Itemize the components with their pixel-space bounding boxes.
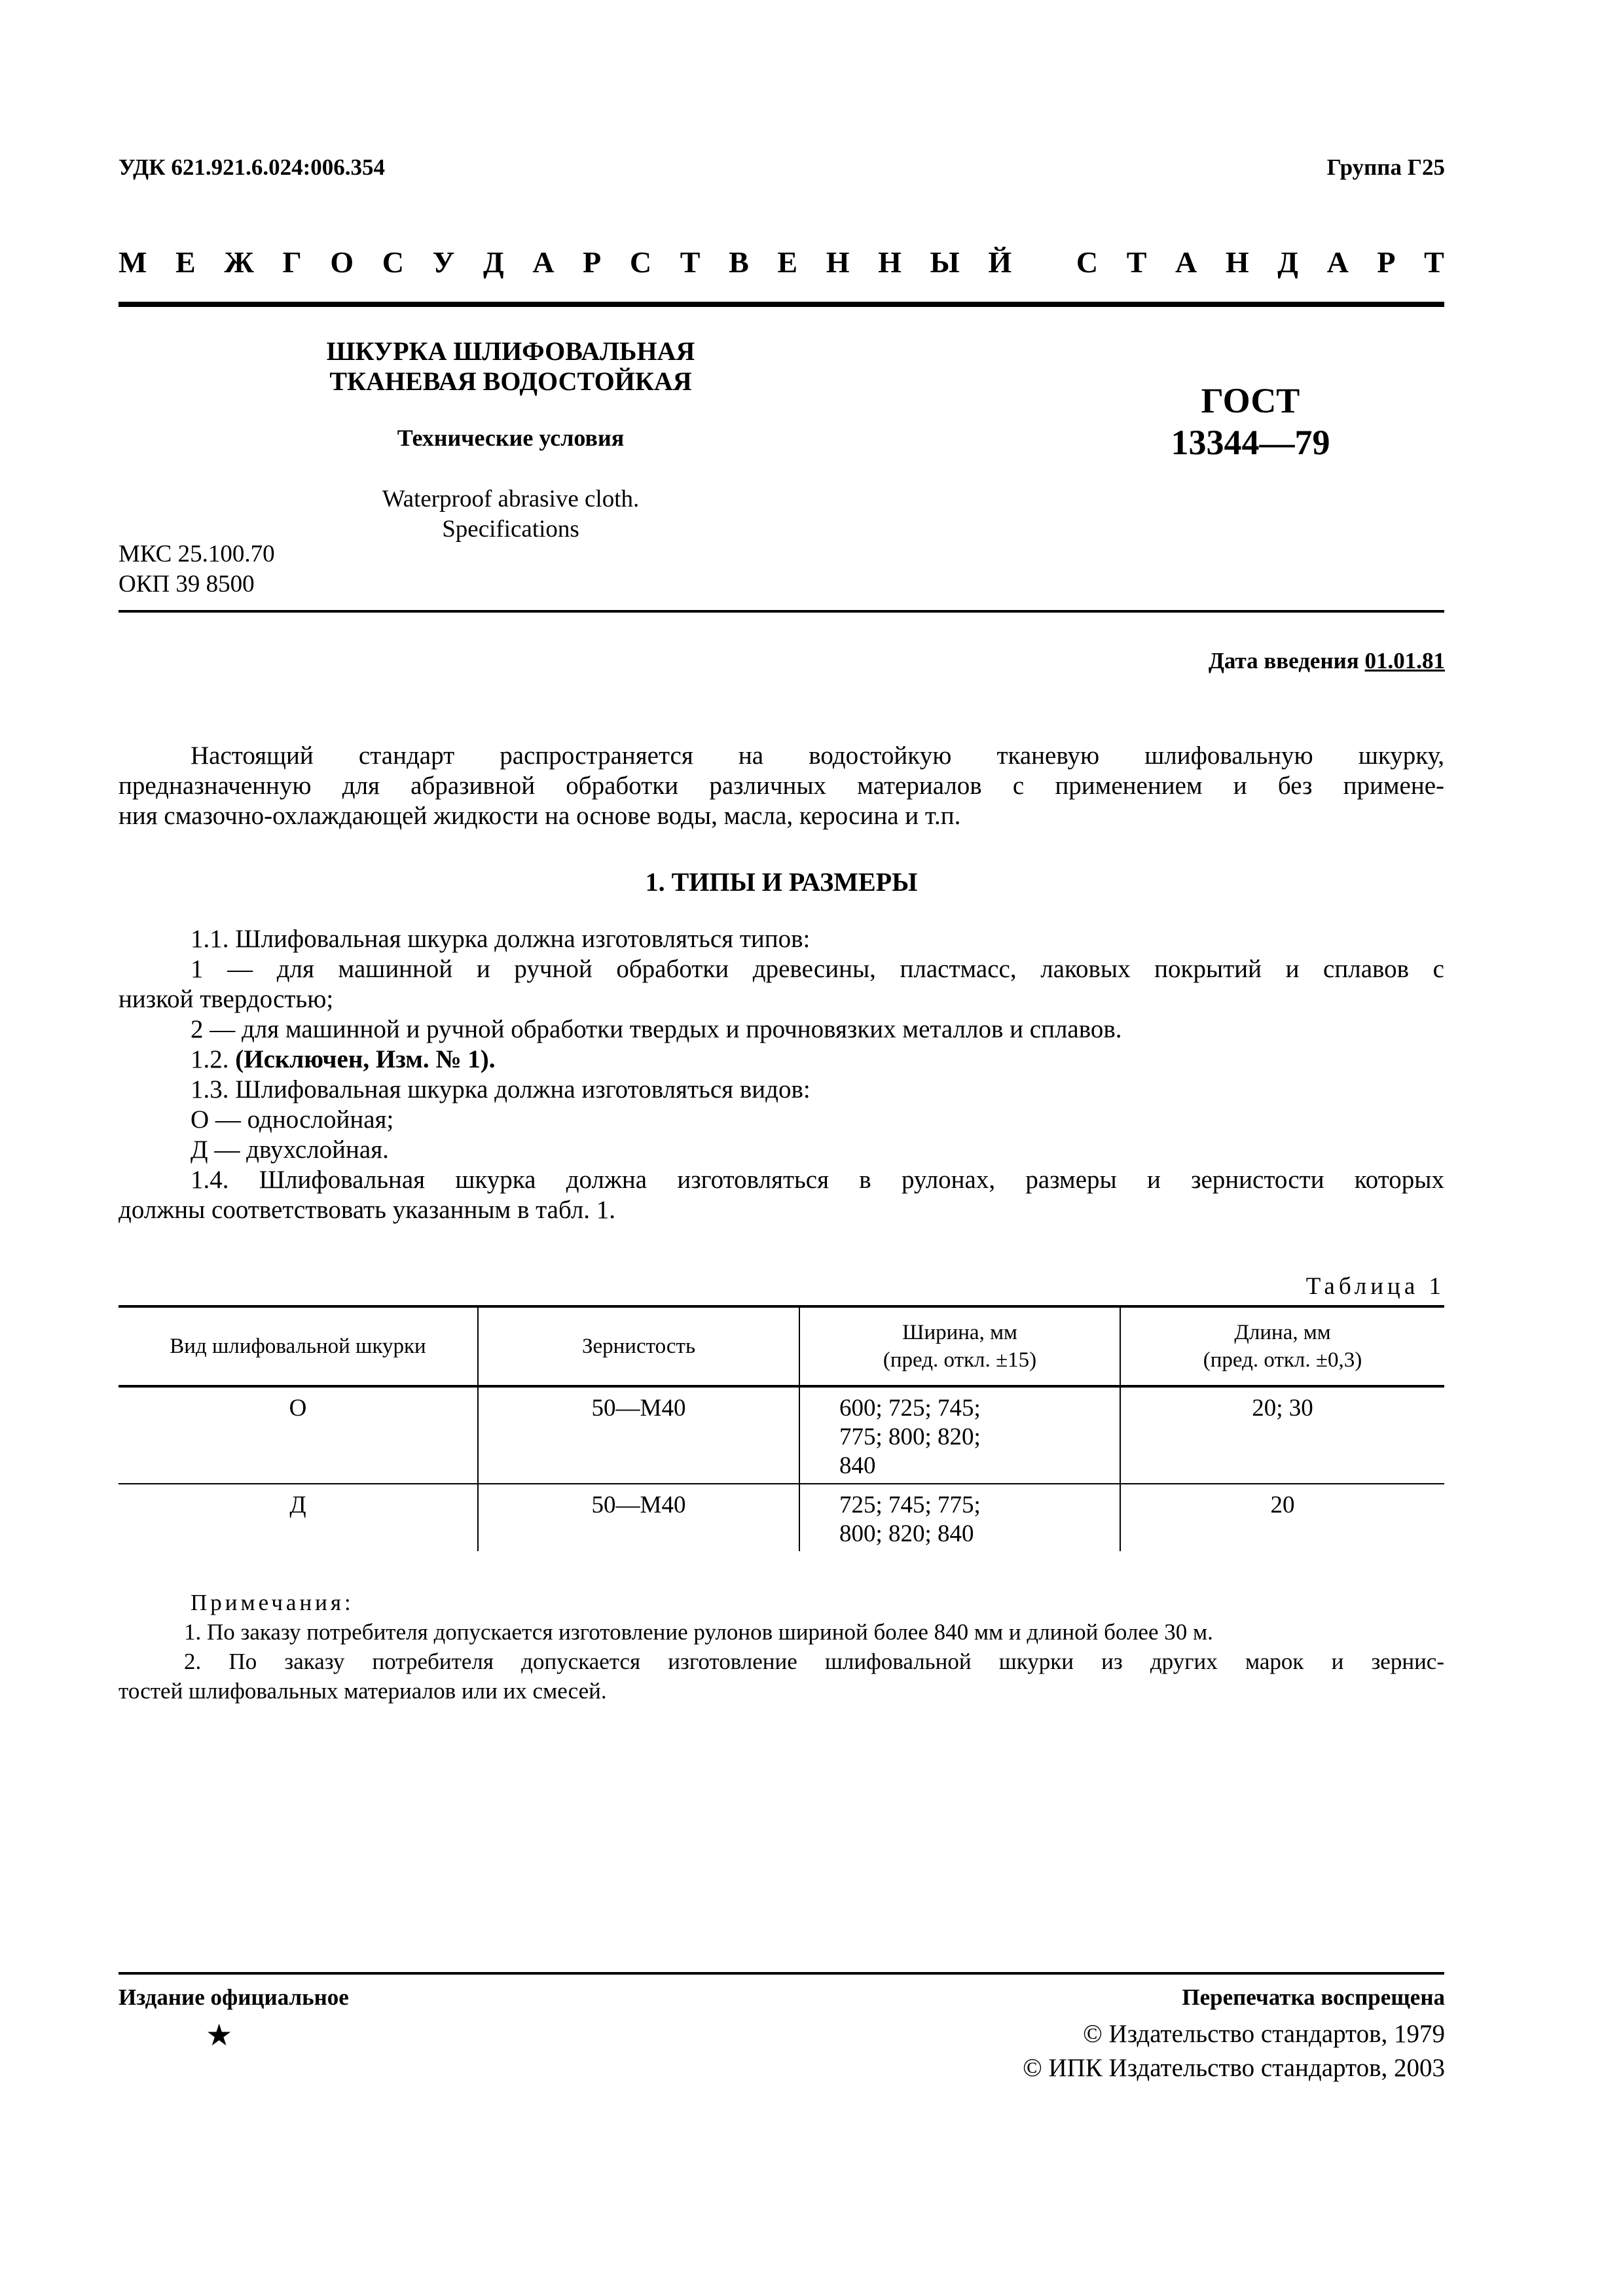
standard-banner <box>119 246 1444 279</box>
banner-letter <box>1040 246 1048 279</box>
cell-width-line: 600; 725; 745; <box>839 1395 981 1422</box>
cell-grit: 50—М40 <box>478 1386 799 1484</box>
header-rule <box>119 302 1444 307</box>
title-line-1: ШКУРКА ШЛИФОВАЛЬНАЯ <box>326 336 695 366</box>
banner-letter: О <box>330 245 354 279</box>
group-code: Группа Г25 <box>1326 154 1445 180</box>
intro-paragraph <box>119 741 1444 831</box>
header-length-tolerance: (пред. откл. ±0,3) <box>1203 1348 1362 1372</box>
banner-letter: Д <box>1277 245 1298 279</box>
english-title-2: Specifications <box>442 516 579 543</box>
banner-letter: Р <box>1377 245 1396 279</box>
cell-width-line: 800; 820; 840 <box>839 1520 974 1547</box>
star-mark: ★ <box>206 2018 233 2052</box>
table-1 <box>119 1305 1444 1551</box>
cell-width-line: 840 <box>839 1452 876 1479</box>
clause-1-1: 1.1. Шлифовальная шкурка должна изготовляться типов: <box>191 925 811 953</box>
note-2-line-2: тостей шлифовальных материалов или их смесей. <box>119 1678 607 1704</box>
intro-line-3: ния смазочно-охлаждающей жидкости на основе воды, масла, керосина и т.п. <box>119 802 961 830</box>
cell-width <box>799 1386 1120 1484</box>
type-2: 2 — для машинной и ручной обработки твердых и прочновязких металлов и сплавов. <box>191 1015 1122 1043</box>
banner-letter: Н <box>878 245 902 279</box>
banner-letter: Ж <box>224 245 254 279</box>
banner-letter: А <box>1175 245 1197 279</box>
table-header-row <box>119 1306 1444 1386</box>
banner-letter: Д <box>483 245 504 279</box>
gost-label: ГОСТ <box>1201 381 1300 420</box>
english-title-1: Waterproof abrasive cloth. <box>382 486 640 512</box>
introduction-date <box>1209 648 1445 674</box>
banner-letter: А <box>1326 245 1349 279</box>
header-width-title: Ширина, мм <box>902 1321 1017 1344</box>
intro-line-2: предназначенную для абразивной обработки различных материалов с применением и без примене- <box>119 772 1444 800</box>
banner-letter: В <box>729 245 749 279</box>
copyright-2003: © ИПК Издательство стандартов, 2003 <box>1023 2054 1445 2082</box>
footer-rule <box>119 1972 1444 1975</box>
gost-number: 13344—79 <box>1171 423 1330 462</box>
official-edition: Издание официальное <box>119 1984 349 2010</box>
header-width-tolerance: (пред. откл. ±15) <box>883 1348 1037 1372</box>
type-1-line-2: низкой твердостью; <box>119 985 334 1013</box>
kind-o: О — однослойная; <box>191 1105 394 1134</box>
cell-kind: О <box>119 1386 478 1484</box>
cell-width <box>799 1484 1120 1551</box>
clause-1-2-text: (Исключен, Изм. № 1). <box>235 1045 496 1073</box>
notes-title: Примечания: <box>191 1590 354 1615</box>
date-label: Дата введения <box>1208 648 1359 673</box>
table-row <box>119 1484 1444 1551</box>
cell-width-line: 775; 800; 820; <box>839 1424 981 1450</box>
header-length <box>1120 1306 1444 1386</box>
reprint-notice: Перепечатка воспрещена <box>1182 1984 1445 2010</box>
header-length-title: Длина, мм <box>1234 1321 1331 1344</box>
subtitle: Технические условия <box>397 425 625 451</box>
type-1-line-1: 1 — для машинной и ручной обработки древесины, пластмасс, лаковых покрытий и сплавов с <box>191 955 1444 983</box>
kind-d: Д — двухслойная. <box>191 1136 389 1164</box>
copyright-1979: © Издательство стандартов, 1979 <box>1083 2020 1445 2048</box>
notes <box>119 1588 1444 1706</box>
banner-letter: М <box>119 245 147 279</box>
section-1-body <box>119 924 1444 1225</box>
banner-letter: С <box>382 245 405 279</box>
note-2-line-1: 2. По заказу потребителя допускается изготовление шлифовальной шкурки из других марок и зернис- <box>184 1649 1444 1674</box>
banner-letter: Н <box>826 245 850 279</box>
udk-code: УДК 621.921.6.024:006.354 <box>119 154 386 180</box>
cell-width-line: 725; 745; 775; <box>839 1492 981 1518</box>
banner-letter: С <box>629 245 652 279</box>
banner-letter: Г <box>282 245 302 279</box>
title-line-2: ТКАНЕВАЯ ВОДОСТОЙКАЯ <box>329 367 692 396</box>
note-1: 1. По заказу потребителя допускается изготовление рулонов шириной более 840 мм и длиной более 30 м. <box>184 1619 1213 1645</box>
header-grit: Зернистость <box>478 1306 799 1386</box>
banner-letter: У <box>432 245 455 279</box>
clause-1-4-line-2: должны соответствовать указанным в табл. 1. <box>119 1196 616 1224</box>
banner-letter: Н <box>1225 245 1249 279</box>
banner-letter: А <box>532 245 555 279</box>
cell-length: 20; 30 <box>1120 1386 1444 1484</box>
banner-letter: Т <box>1126 245 1147 279</box>
cell-length: 20 <box>1120 1484 1444 1551</box>
mks-code: МКС 25.100.70 <box>119 541 275 567</box>
banner-letter: Ы <box>930 245 960 279</box>
cell-grit: 50—М40 <box>478 1484 799 1551</box>
date-value: 01.01.81 <box>1364 648 1445 673</box>
header-width <box>799 1306 1120 1386</box>
clause-1-4-line-1: 1.4. Шлифовальная шкурка должна изготовляться в рулонах, размеры и зернистости которых <box>191 1166 1444 1194</box>
table-row <box>119 1386 1444 1484</box>
clause-1-2-number: 1.2. <box>191 1045 229 1073</box>
clause-1-2 <box>119 1045 1444 1075</box>
okp-code: ОКП 39 8500 <box>119 571 255 598</box>
banner-letter: Е <box>175 245 196 279</box>
banner-letter: Т <box>680 245 701 279</box>
intro-line-1: Настоящий стандарт распространяется на водостойкую тканевую шлифовальную шкурку, <box>191 742 1444 770</box>
clause-1-3: 1.3. Шлифовальная шкурка должна изготовляться видов: <box>191 1075 811 1103</box>
table-caption: Таблица 1 <box>1305 1273 1445 1300</box>
title-rule <box>119 610 1444 613</box>
header-kind: Вид шлифовальной шкурки <box>119 1306 478 1386</box>
banner-letter: Е <box>777 245 798 279</box>
banner-letter: Т <box>1424 245 1444 279</box>
banner-letter: С <box>1076 245 1099 279</box>
banner-letter: Р <box>583 245 602 279</box>
section-1-heading: 1. ТИПЫ И РАЗМЕРЫ <box>645 867 918 897</box>
banner-letter: Й <box>988 245 1012 279</box>
cell-kind: Д <box>289 1492 306 1518</box>
